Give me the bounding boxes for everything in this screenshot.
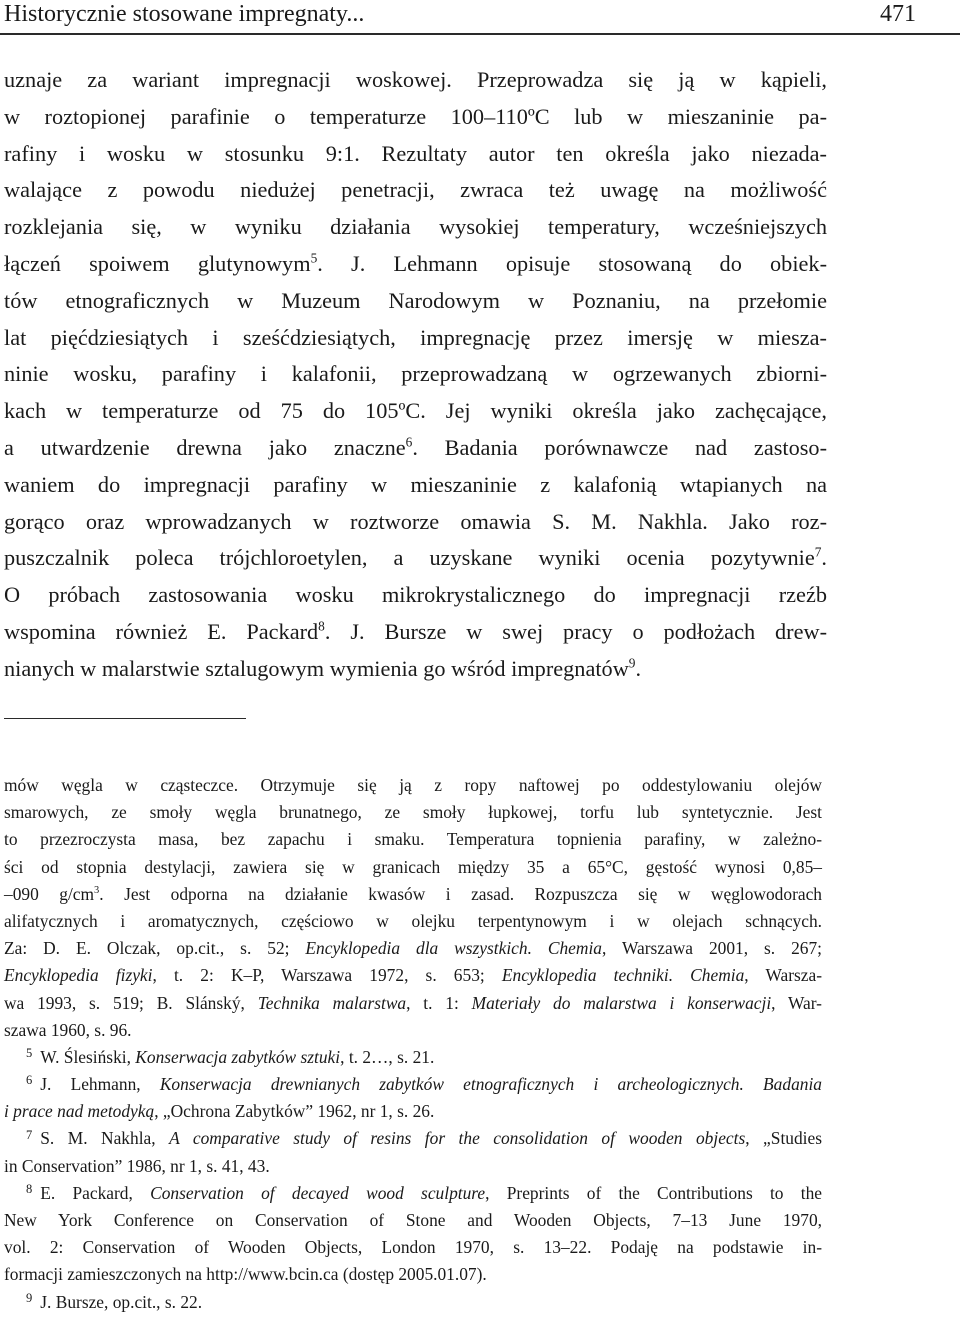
italic-title: Konserwacja drewnianych zabytków etnograficznych i archeologicznych. Badania xyxy=(159,1074,822,1095)
italic-title: i prace nad metodyką xyxy=(4,1101,155,1122)
italic-title: Technika malarstwa xyxy=(257,992,407,1013)
footnote-line: i prace nad metodyką, „Ochrona Zabytków” 1962, nr 1, s. 26. xyxy=(4,1101,435,1122)
running-head xyxy=(4,0,916,30)
body-line: nianych w malarstwie sztalugowym wymienia go wśród impregnatów$^9$. xyxy=(4,655,642,681)
footnote-line: ści od stopnia destylacji, zawiera się w granicach między 35 a 65°C, gęstość wynosi 0,85– xyxy=(4,856,822,877)
footnote-number: 7 xyxy=(26,1127,33,1142)
footnote-reference: 7 xyxy=(814,544,822,560)
italic-title: Conservation of decayed wood sculpture xyxy=(150,1182,486,1203)
footnote-line: szawa 1960, s. 96. xyxy=(4,1019,132,1040)
italic-title: A comparative study of resins for the consolidation of wooden objects xyxy=(169,1128,746,1149)
body-line: ninie wosku, parafiny i kalafonii, przeprowadzaną w ogrzewanych zbiorni- xyxy=(4,361,827,387)
footnote-number: 8 xyxy=(26,1182,33,1197)
footnote-number: 6 xyxy=(26,1073,33,1088)
body-line: rozklejania się, w wyniku działania wysokiej temperatury, wcześniejszych xyxy=(4,214,827,240)
body-paragraph xyxy=(4,62,827,688)
body-line: lat pięćdziesiątych i sześćdziesiątych, impregnację przez imersję w miesza- xyxy=(4,324,827,350)
footnote-line: $^9$ J. Bursze, op.cit., s. 22. xyxy=(26,1290,203,1312)
footnote-line: alifatycznych i aromatycznych, częściowo w olejku terpentynowym i w olejach schnących. xyxy=(4,910,822,931)
body-line: puszczalnik poleca trójchloroetylen, a uzyskane wyniki ocenia pozytywnie$^7$. xyxy=(4,544,827,571)
footnotes xyxy=(4,772,822,1316)
italic-title: Materiały do malarstwa i konserwacji xyxy=(471,992,772,1013)
footnote-line: formacji zamieszczonych na http://www.bcin.ca (dostęp 2005.01.07). xyxy=(4,1264,487,1285)
footnote-number: 5 xyxy=(26,1046,33,1061)
footnote-line: vol. 2: Conservation of Wooden Objects, London 1970, s. 13–22. Podaję na podstawie in- xyxy=(4,1237,822,1258)
footnote-separator xyxy=(4,718,246,719)
footnote-line: smarowych, ze smoły węgla brunatnego, ze smoły łupkowej, torfu lub syntetycznie. Jest xyxy=(4,802,822,823)
footnote-line: $^8$ E. Packard, Conservation of decayed wood sculpture, Preprints of the Contributions to the xyxy=(26,1182,823,1203)
body-line: wspomina również E. Packard$^8$. J. Bursze w swej pracy o podłożach drew- xyxy=(4,618,828,644)
body-line: walające z powodu niedużej penetracji, zwraca też uwagę na możliwość xyxy=(4,177,827,203)
footnote-line: mów węgla w cząsteczce. Otrzymuje się ją z ropy naftowej po oddestylowaniu olejów xyxy=(4,775,822,795)
footnote-line: $^7$ S. M. Nakhla, A comparative study of resins for the consolidation of wooden objects, „Studies xyxy=(26,1127,822,1149)
body-line: gorąco oraz wprowadzanych w roztworze omawia S. M. Nakhla. Jako roz- xyxy=(4,508,827,534)
footnote-line: in Conservation” 1986, nr 1, s. 41, 43. xyxy=(4,1155,270,1176)
body-line: rafiny i wosku w stosunku 9:1. Rezultaty autor ten określa jako niezada- xyxy=(4,140,827,166)
footnote-line: Za: D. E. Olczak, op.cit., s. 52; Encyklopedia dla wszystkich. Chemia, Warszawa 2001, s. 267; xyxy=(4,938,822,959)
body-line: uznaje za wariant impregnacji woskowej. Przeprowadza się ją w kąpieli, xyxy=(4,67,827,92)
footnote-line: Encyklopedia fizyki, t. 2: K–P, Warszawa 1972, s. 653; Encyklopedia techniki. Chemia, Warsza- xyxy=(4,965,822,986)
body-line: tów etnograficznych w Muzeum Narodowym w Poznaniu, na przełomie xyxy=(4,287,827,313)
footnote-number: 9 xyxy=(26,1290,33,1305)
italic-title: Encyklopedia techniki. Chemia xyxy=(501,965,745,986)
footnote-line: –090 $g/cm^3$. Jest odporna na działanie kwasów i zasad. Rozpuszcza się w węglowodorach xyxy=(4,883,822,904)
footnote-line: wa 1993, s. 519; B. Slánský, Technika malarstwa, t. 1: Materiały do malarstwa i konserwacji, War- xyxy=(4,992,822,1013)
footnote-reference: 9 xyxy=(628,655,636,671)
footnote-line: to przezroczysta masa, bez zapachu i smaku. Temperatura topnienia parafiny, w zależno- xyxy=(4,829,822,850)
body-line: łączeń spoiwem glutynowym$^5$. J. Lehmann opisuje stosowaną do obiek- xyxy=(4,250,827,276)
page-number: 471 xyxy=(880,1,916,27)
body-line: kach w temperaturze od 75 do 105ºC. Jej wyniki określa jako zachęcające, xyxy=(4,398,827,424)
body-line: waniem do impregnacji parafiny w mieszaninie z kalafonią wtapianych na xyxy=(4,471,827,497)
running-head-title: Historycznie stosowane impregnaty... xyxy=(4,1,365,27)
body-line: w roztopionej parafinie o temperaturze 100–110ºC lub w mieszaninie pa- xyxy=(4,103,827,129)
footnote-reference: 8 xyxy=(318,618,325,634)
footnote-reference: 5 xyxy=(310,250,318,266)
footnote-line: New York Conference on Conservation of Stone and Wooden Objects, 7–13 June 1970, xyxy=(4,1210,822,1230)
body-line: a utwardzenie drewna jako znaczne$^6$. Badania porównawcze nad zastoso- xyxy=(4,434,827,460)
italic-title: Encyklopedia dla wszystkich. Chemia xyxy=(305,938,602,959)
footnote-line: $^5$ W. Ślesiński, Konserwacja zabytków sztuki, t. 2…, s. 21. xyxy=(26,1046,435,1067)
footnote-reference: 6 xyxy=(405,434,413,450)
body-line: O próbach zastosowania wosku mikrokrystalicznego do impregnacji rzeźb xyxy=(4,582,827,608)
header-rule xyxy=(0,33,960,35)
italic-title: Encyklopedia fizyki xyxy=(4,965,153,986)
italic-title: Konserwacja zabytków sztuki xyxy=(135,1046,341,1067)
footnote-reference: 3 xyxy=(94,884,100,896)
footnote-line: $^6$ J. Lehmann, Konserwacja drewnianych zabytków etnograficznych i archeologicznych. Badania xyxy=(26,1073,822,1095)
